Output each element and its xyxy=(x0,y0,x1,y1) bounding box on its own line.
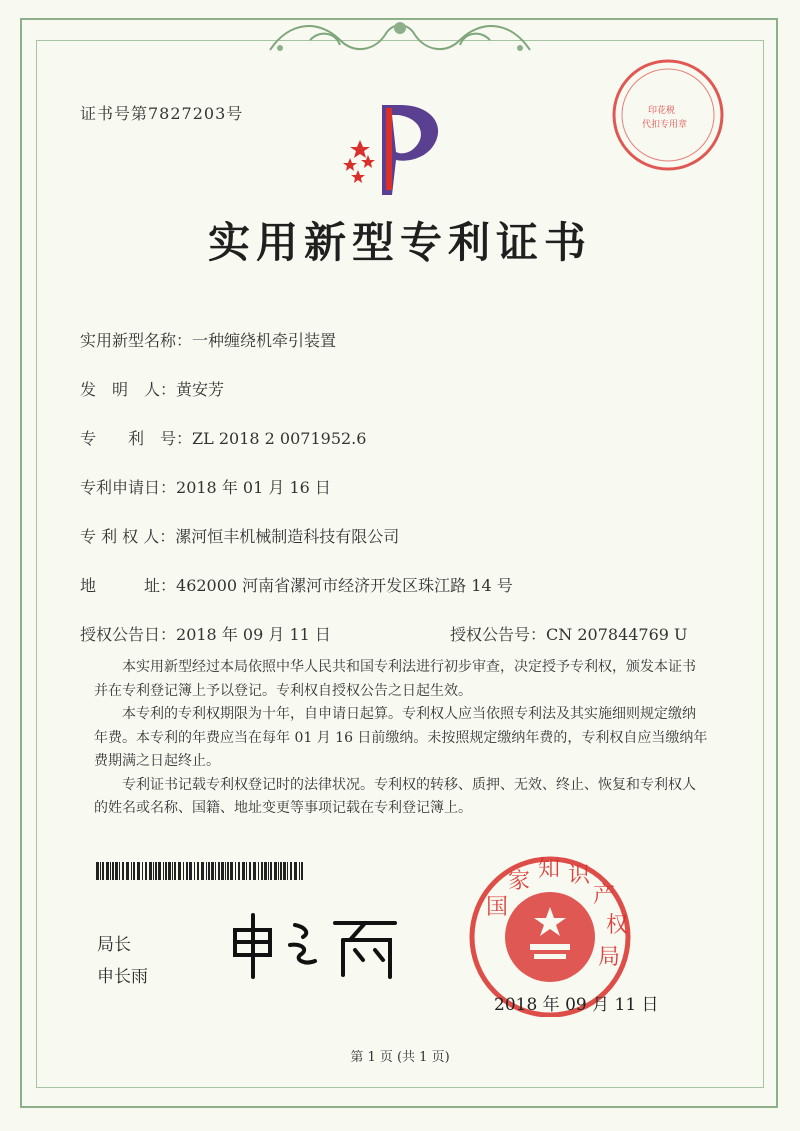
patent-office-logo-icon xyxy=(330,100,460,200)
field-address-label: 地 址： xyxy=(80,576,177,595)
svg-text:权: 权 xyxy=(606,913,629,938)
svg-text:代扣专用章: 代扣专用章 xyxy=(642,120,688,130)
chief-title: 局长 xyxy=(97,935,131,955)
field-grant-date-label: 授权公告日： xyxy=(80,625,177,644)
field-inventor xyxy=(80,377,224,400)
svg-text:局: 局 xyxy=(598,945,621,970)
svg-text:知: 知 xyxy=(538,857,561,882)
body-paragraph-2: 本专利的专利权期限为十年，自申请日起算。专利权人应当依照专利法及其实施细则规定缴纳年费。本专利的年费应当在每年 01 月 16 日前缴纳。未按照规定缴纳年费的，专利权自应当缴纳年费期满之日起终止。 xyxy=(94,706,708,769)
svg-text:家: 家 xyxy=(508,869,531,894)
svg-text:识: 识 xyxy=(568,863,591,888)
field-filing-date-label: 专利申请日： xyxy=(80,478,177,497)
svg-text:国: 国 xyxy=(486,895,509,920)
field-address xyxy=(80,573,513,596)
svg-text:产: 产 xyxy=(593,883,616,908)
top-ornament xyxy=(250,10,550,65)
field-patentee-value: 漯河恒丰机械制造科技有限公司 xyxy=(175,527,400,546)
barcode-icon xyxy=(96,862,306,880)
field-grant-date xyxy=(80,622,331,645)
field-patentee xyxy=(80,524,399,547)
body-paragraph-1: 本实用新型经过本局依照中华人民共和国专利法进行初步审查，决定授予专利权，颁发本证书并在专利登记簿上予以登记。专利权自授权公告之日起生效。 xyxy=(94,659,696,699)
field-name-value: 一种缠绕机牵引装置 xyxy=(192,331,337,350)
field-inventor-value: 黄安芳 xyxy=(176,380,225,399)
field-patentee-label: 专 利 权 人： xyxy=(80,527,176,546)
field-grant-no-value: CN 207844769 U xyxy=(546,625,688,644)
chief-name: 申长雨 xyxy=(97,967,148,987)
seal-date: 2018 年 09 月 11 日 xyxy=(494,995,659,1015)
field-patent-no-value: ZL 2018 2 0071952.6 xyxy=(192,429,367,448)
field-patent-no xyxy=(80,426,366,449)
field-inventor-label: 发 明 人： xyxy=(80,380,177,399)
page-number: 第 1 页 (共 1 页) xyxy=(350,1050,450,1065)
field-grant-date-value: 2018 年 09 月 11 日 xyxy=(176,625,331,644)
body-paragraph-3: 专利证书记载专利权登记时的法律状况。专利权的转移、质押、无效、终止、恢复和专利权人的姓名或名称、国籍、地址变更等事项记载在专利登记簿上。 xyxy=(94,776,696,816)
certificate-title: 实用新型专利证书 xyxy=(207,218,592,267)
field-filing-date-value: 2018 年 01 月 16 日 xyxy=(176,478,331,497)
field-patent-no-label: 专 利 号： xyxy=(80,429,193,448)
field-filing-date xyxy=(80,475,331,498)
field-name xyxy=(80,328,336,351)
stamp-duty-seal-icon xyxy=(608,55,728,175)
field-grant-no-label: 授权公告号： xyxy=(450,625,547,644)
handwritten-signature-icon xyxy=(225,905,405,985)
certificate-body xyxy=(94,656,709,821)
field-grant-no xyxy=(450,622,688,645)
svg-text:印花税: 印花税 xyxy=(648,106,676,116)
certificate-number: 证书号第7827203号 xyxy=(80,104,244,123)
field-name-label: 实用新型名称： xyxy=(80,331,193,350)
field-address-value: 462000 河南省漯河市经济开发区珠江路 14 号 xyxy=(176,576,513,595)
